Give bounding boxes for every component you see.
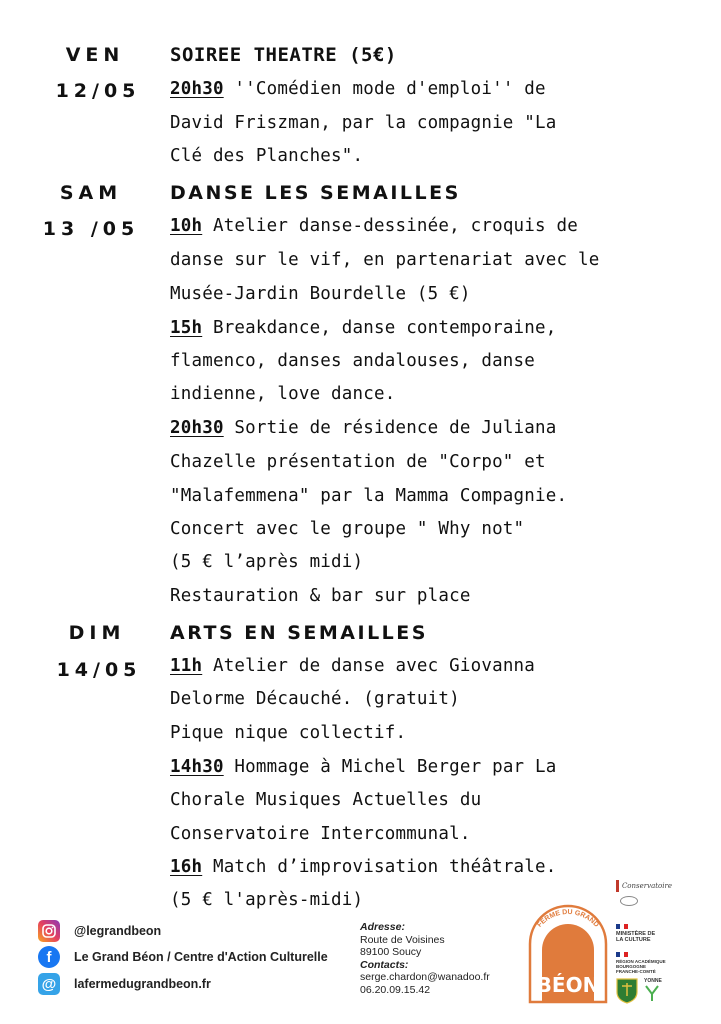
region-name: RÉGION ACADÉMIQUE BOURGOGNE FRANCHE-COMTÉ [616, 959, 666, 974]
event-line: (5 € l’après midi) [170, 552, 364, 572]
address-line: Route de Voisines [360, 933, 445, 946]
event-line: "Malafemmena" par la Mamma Compagnie. [170, 486, 568, 506]
contacts-label: Contacts: [360, 958, 409, 971]
day-ven: VEN [65, 44, 125, 66]
address-line: 89100 Soucy [360, 946, 422, 958]
event-time: 20h30 [170, 79, 224, 99]
event-line: Clé des Planches". [170, 146, 364, 166]
event-line: Delorme Décauché. (gratuit) [170, 689, 460, 709]
date-sam: 13 /05 [42, 218, 140, 240]
shield-icon [616, 978, 638, 1004]
event-line: Pique nique collectif. [170, 723, 407, 743]
website-link[interactable] [38, 973, 211, 995]
facebook-icon: f [38, 946, 60, 968]
logo-text: BÉON [536, 973, 600, 997]
instagram-link[interactable] [38, 920, 161, 942]
instagram-icon [38, 920, 60, 942]
conservatoire-name: Conservatoire [621, 882, 672, 890]
heading-sam: DANSE LES SEMAILLES [170, 182, 461, 204]
beon-logo [522, 888, 614, 1006]
email[interactable]: serge.chardon@wanadoo.fr [360, 971, 490, 983]
event-line: 20h30 ''Comédien mode d'emploi'' de [170, 79, 546, 99]
partner-conservatoire [616, 880, 672, 906]
event-line: 10h Atelier danse-dessinée, croquis de [170, 216, 578, 236]
instagram-handle: @legrandbeon [74, 924, 162, 938]
yonne-logo [644, 984, 660, 1002]
partner-ministere [616, 924, 676, 943]
event-line: Conservatoire Intercommunal. [170, 824, 471, 844]
day-sam: SAM [59, 182, 123, 204]
event-time: 10h [170, 216, 203, 236]
event-line: 20h30 Sortie de résidence de Juliana [170, 418, 557, 438]
event-line: 16h Match d’improvisation théâtrale. [170, 857, 557, 877]
phone: 06.20.09.15.42 [360, 983, 431, 996]
event-time: 20h30 [170, 418, 224, 438]
event-line: indienne, love dance. [170, 384, 396, 404]
event-time: 14h30 [170, 757, 224, 777]
heading-dim: ARTS EN SEMAILLES [170, 622, 428, 644]
contact-block [360, 921, 490, 996]
event-line: Musée-Jardin Bourdelle (5 €) [170, 284, 471, 304]
ministere-name: MINISTÈRE DE LA CULTURE [616, 931, 656, 943]
date-dim: 14/05 [56, 659, 142, 681]
partner-region [616, 952, 678, 974]
heading-ven: SOIREE THEATRE (5€) [170, 44, 397, 66]
at-icon: @ [38, 973, 60, 995]
partner-yonne [616, 978, 676, 1004]
event-line: (5 € l'après-midi) [170, 890, 364, 910]
event-time: 15h [170, 318, 203, 338]
event-line: Chorale Musiques Actuelles du [170, 790, 482, 810]
event-line: Concert avec le groupe " Why not" [170, 519, 525, 539]
facebook-link[interactable] [38, 946, 328, 968]
date-ven: 12/05 [55, 80, 141, 102]
yonne-name: YONNE [644, 978, 662, 984]
facebook-name: Le Grand Béon / Centre d'Action Culturelle [74, 950, 328, 964]
event-line: danse sur le vif, en partenariat avec le [170, 250, 600, 270]
event-line: 14h30 Hommage à Michel Berger par La [170, 757, 557, 777]
event-line: 11h Atelier de danse avec Giovanna [170, 656, 536, 676]
event-time: 11h [170, 656, 203, 676]
website-url: lafermedugrandbeon.fr [74, 977, 211, 991]
event-line: Restauration & bar sur place [170, 586, 471, 606]
logo-arc-text: FERME DU GRAND [536, 908, 600, 929]
event-line: 15h Breakdance, danse contemporaine, [170, 318, 557, 338]
event-line: flamenco, danses andalouses, danse [170, 351, 536, 371]
event-line: Chazelle présentation de "Corpo" et [170, 452, 546, 472]
event-time: 16h [170, 857, 203, 877]
address-label: Adresse: [360, 921, 405, 933]
day-dim: DIM [68, 622, 126, 644]
event-line: David Friszman, par la compagnie "La [170, 113, 557, 133]
